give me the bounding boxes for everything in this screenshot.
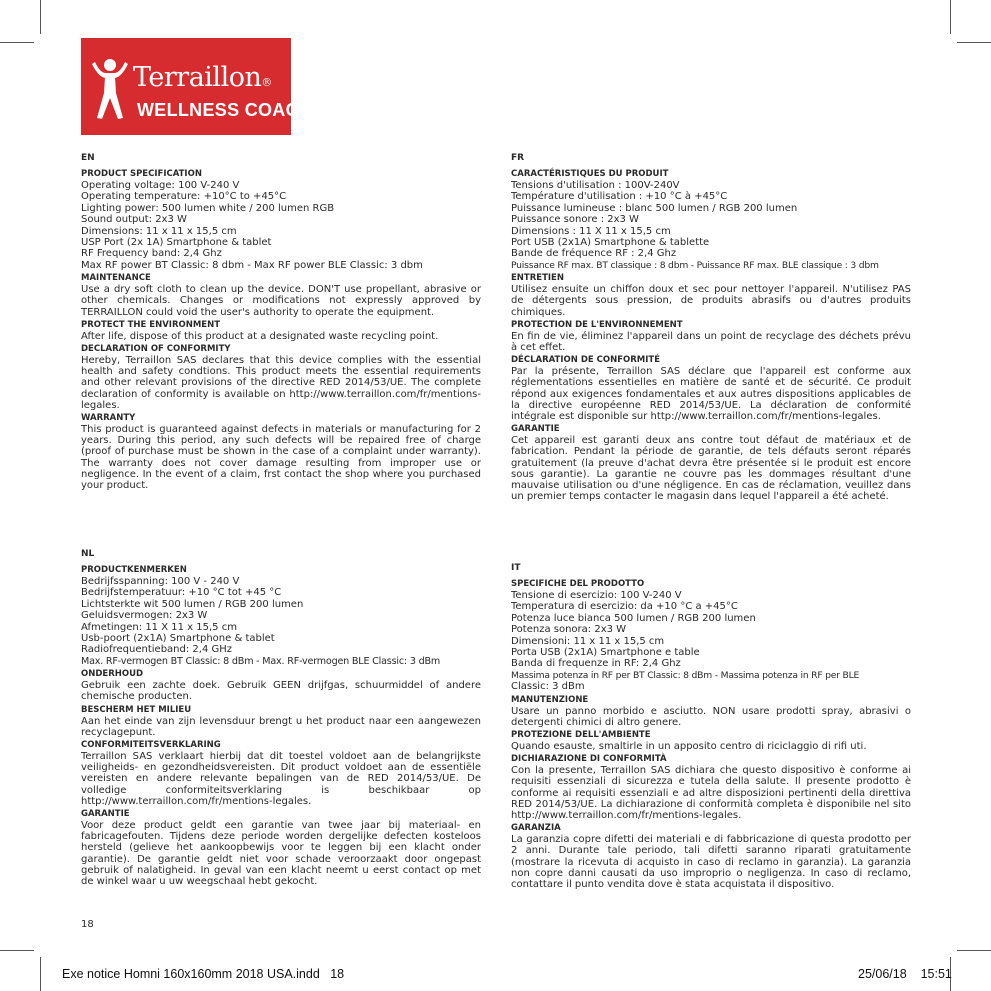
conformity-heading: DICHIARAZIONE DI CONFORMITÀ [511,754,667,765]
maintenance-text: Gebruik een zachte doek. Gebruik GEEN drijfgas, schuurmiddel of andere chemische producten. [81,680,481,703]
warranty-heading: GARANZIA [511,823,561,834]
crop-mark [0,950,34,951]
spec-line: Sound output: 2x3 W [81,214,187,226]
section-fr [511,153,911,505]
crop-mark [950,0,951,34]
maintenance-heading: MANUTENZIONE [511,694,589,705]
section-en [81,153,481,493]
environment-text: En fin de vie, éliminez l'appareil dans un point de recyclage des déchets prévu à cet effet. [511,330,911,354]
maintenance-heading: MAINTENANCE [81,273,151,284]
footer-page: 18 [330,967,345,981]
brand-name: Terraillon® [133,62,272,93]
conformity-text: Par la présente, Terraillon SAS déclare que l'appareil est conforme aux réglementations essentielles en matière de santé et de sécurité. Ce produit répond aux exigences fondamentales et aux autres dispositions applicables de la directive européenne RED 2014/53/UE. La déclaration de conformité intégrale est disponible sur http://www.terraillon.com/fr/mentions-legales. [511,366,911,423]
spec-line: Banda di frequenze in RF: 2,4 Ghz [511,658,681,670]
spec-line: Max RF power BT Classic: 8 dbm - Max RF power BLE Classic: 3 dbm [81,259,423,271]
warranty-heading: WARRANTY [81,413,136,424]
language-code: FR [511,153,525,163]
footer-date: 25/06/18 [858,967,907,981]
spec-line: Potenza sonora: 2x3 W [511,624,627,636]
conformity-text: Con la presente, Terraillon SAS dichiara che questo dispositivo è conforme ai requisiti essenziali di sicurezza e tutela della salute. Il presente prodotto è conforme ai requisiti essenziali e ad altre disposizioni pertinenti della direttiva RED 2014/53/UE. La dichiarazione di conformità completa è disponibile nel sito http://www.terraillon.com/fr/mentions-legales. [511,765,911,822]
brand-subtitle: WELLNESS COACH [137,100,313,120]
environment-heading: BESCHERM HET MILIEU [81,704,192,715]
maintenance-text: Utilisez ensuite un chiffon doux et sec pour nettoyer l'appareil. N'utilisez PAS de détergents sous pression, de produits abrasifs ou d'autres produits chimiques. [511,284,911,318]
language-code: NL [81,549,95,559]
spec-line: Geluidsvermogen: 2x3 W [81,610,208,622]
spec-line: Usb-poort (2x1A) Smartphone & tablet [81,633,275,645]
spec-heading: PRODUCTKENMERKEN [81,565,187,575]
conformity-heading: DÉCLARATION DE CONFORMITÉ [511,355,661,366]
spec-line: Bande de fréquence RF : 2,4 Ghz [511,248,677,260]
maintenance-text: Usare un panno morbido e asciutto. NON usare prodotti spray, abrasivi o detergenti chimici di altro genere. [511,705,911,728]
spec-line: Lighting power: 500 lumen white / 200 lumen RGB [81,202,335,214]
conformity-heading: CONFORMITEITSVERKLARING [81,740,221,751]
maintenance-heading: ENTRETIEN [511,273,564,284]
brand-logo [81,38,313,135]
conformity-text: Terraillon SAS verklaart hierbij dat dit toestel voldoet aan de belangrijkste veiligheids- en gezondheidsvereisten. Dit product voldoet aan de essentiële vereisten en andere relevante bepalingen van de RED 2014/53/UE. De volledige conformiteitsverklaring is beschikbaar op http://www.terraillon.com/fr/mentions-legales. [81,751,481,807]
spec-line: Puissance sonore : 2x3 W [511,214,639,226]
warranty-text: This product is guaranteed against defects in materials or manufacturing for 2 years. During this period, any such defects will be repaired free of charge (proof of purchase must be shown in the case of a complaint under warranty). The warranty does not cover damage resulting from improper use or negligence. In the event of a claim, frst contact the shop where you purchased your product. [81,424,481,492]
spec-line: Bedrijfsspanning: 100 V - 240 V [81,576,240,587]
spec-line: Dimensions : 11 X 11 x 15,5 cm [511,225,671,237]
spec-line: Radiofrequentieband: 2,4 GHz [81,644,233,656]
environment-heading: PROTECTION DE L'ENVIRONNEMENT [511,319,683,330]
spec-line: Dimensions: 11 x 11 x 15,5 cm [81,225,237,237]
section-it [511,563,911,892]
person-figure-icon [89,56,131,122]
maintenance-heading: ONDERHOUD [81,669,144,680]
spec-list [81,576,481,667]
warranty-heading: GARANTIE [511,424,560,435]
warranty-text: Voor deze product geldt een garantie van twee jaar bij materiaal- en fabricagefouten. Tijdens deze periode worden dergelijke defecten kosteloos hersteld (gelieve het aankoopbewijs voor te leggen bij een klacht onder garantie). De garantie geldt niet voor schade veroorzaakt door ongepast gebruik of nalatigheid. In geval van een klacht neemt u eerst contact op met de winkel waar u uw weegschaal hebt gekocht. [81,820,481,888]
spec-line: Porta USB (2x1A) Smartphone e table [511,647,700,659]
spec-line: Temperatura di esercizio: da +10 °C a +45°C [511,601,738,613]
spec-line: Puissance RF max. BT classique : 8 dbm - Puissance RF max. BLE classique : 3 dbm [511,259,879,271]
spec-heading: SPECIFICHE DEL PRODOTTO [511,579,645,589]
spec-heading: CARACTÉRISTIQUES DU PRODUIT [511,169,669,179]
warranty-heading: GARANTIE [81,809,130,820]
spec-line: Classic: 3 dBm [511,681,585,693]
footer-filename: Exe notice Homni 160x160mm 2018 USA.indd [62,967,320,981]
environment-heading: PROTEZIONE DELL'AMBIENTE [511,730,651,741]
warranty-text: La garanzia copre difetti dei materiali e di fabbricazione di questa prodotto per 2 anni. Durante tale periodo, tali difetti saranno riparati gratuitamente (mostrare la ricevuta di acquisto in caso di reclamo in garanzia). La garanzia non copre danni causati da uso improprio o negligenza. In caso di reclamo, contattare il punto vendita dove è stata acquistata il dispositivo. [511,834,911,891]
spec-line: Bedrijfstemperatuur: +10 °C tot +45 °C [81,587,282,599]
maintenance-text: Use a dry soft cloth to clean up the device. DON'T use propellant, abrasive or other chemicals. Changes or modifications not expressly approved by TERRAILLON could void the user's authority to operate the equipment. [81,284,481,318]
conformity-heading: DECLARATION OF CONFORMITY [81,344,231,355]
spec-list [511,590,911,693]
footer-datetime [858,967,952,981]
spec-line: USP Port (2x 1A) Smartphone & tablet [81,237,272,249]
spec-line: Température d'utilisation : +10 °C à +45°C [511,191,728,203]
spec-line: Max. RF-vermogen BT Classic: 8 dBm - Max. RF-vermogen BLE Classic: 3 dBm [81,655,440,667]
crop-mark [957,42,991,43]
spec-line: Operating temperature: +10°C to +45°C [81,191,287,203]
crop-mark [40,0,41,34]
spec-line: Puissance lumineuse : blanc 500 lumen / RGB 200 lumen [511,202,798,214]
spec-heading: PRODUCT SPECIFICATION [81,169,202,179]
crop-mark [40,957,41,991]
conformity-text: Hereby, Terraillon SAS declares that this device complies with the essential health and safety condtions. This product meets the essential requirements and other relevant provisions of the directive RED 2014/53/UE. The complete declaration of conformity is available on http://www.terraillon.com/fr/mentions-legales. [81,355,481,411]
warranty-text: Cet appareil est garanti deux ans contre tout défaut de matériaux et de fabrication. Pendant la période de garantie, de tels défauts seront réparés gratuitement (la preuve d'achat devra être présentée si le produit est encore sous garantie). La garantie ne couvre pas les dommages résultant d'une mauvaise utilisation ou d'une négligence. En cas de réclamation, veuillez dans un premier temps contacter le magasin dans lequel l'appareil a été acheté. [511,435,911,503]
environment-text: Aan het einde van zijn levensduur brengt u het product naar een aangewezen recyclagepunt. [81,715,481,738]
footer-time: 15:51 [920,967,952,981]
environment-heading: PROTECT THE ENVIRONMENT [81,319,221,330]
spec-line: Tensione di esercizio: 100 V-240 V [511,590,682,601]
environment-text: Quando esauste, smaltirle in un apposito centro di riciclaggio di rifi uti. [511,741,867,753]
spec-line: Operating voltage: 100 V-240 V [81,180,240,191]
footer-file [62,967,344,981]
spec-line: Massima potenza in RF per BT Classic: 8 dBm - Massima potenza in RF per BLE [511,669,860,681]
spec-line: Tensions d'utilisation : 100V-240V [511,180,680,191]
environment-text: After life, dispose of this product at a designated waste recycling point. [81,330,439,342]
section-nl [81,549,481,889]
spec-line: Potenza luce bianca 500 lumen / RGB 200 lumen [511,612,756,624]
spec-line: Afmetingen: 11 X 11 x 15,5 cm [81,621,237,633]
spec-list [511,180,911,271]
spec-line: Port USB (2x1A) Smartphone & tablette [511,237,710,249]
crop-mark [957,950,991,951]
crop-mark [0,42,34,43]
spec-list [81,180,481,271]
language-code: EN [81,153,95,163]
spec-line: Dimensioni: 11 x 11 x 15,5 cm [511,635,665,647]
page-number: 18 [81,919,94,930]
language-code: IT [511,563,521,573]
spec-line: RF Frequency band: 2,4 Ghz [81,248,222,260]
spec-line: Lichtsterkte wit 500 lumen / RGB 200 lumen [81,598,304,610]
